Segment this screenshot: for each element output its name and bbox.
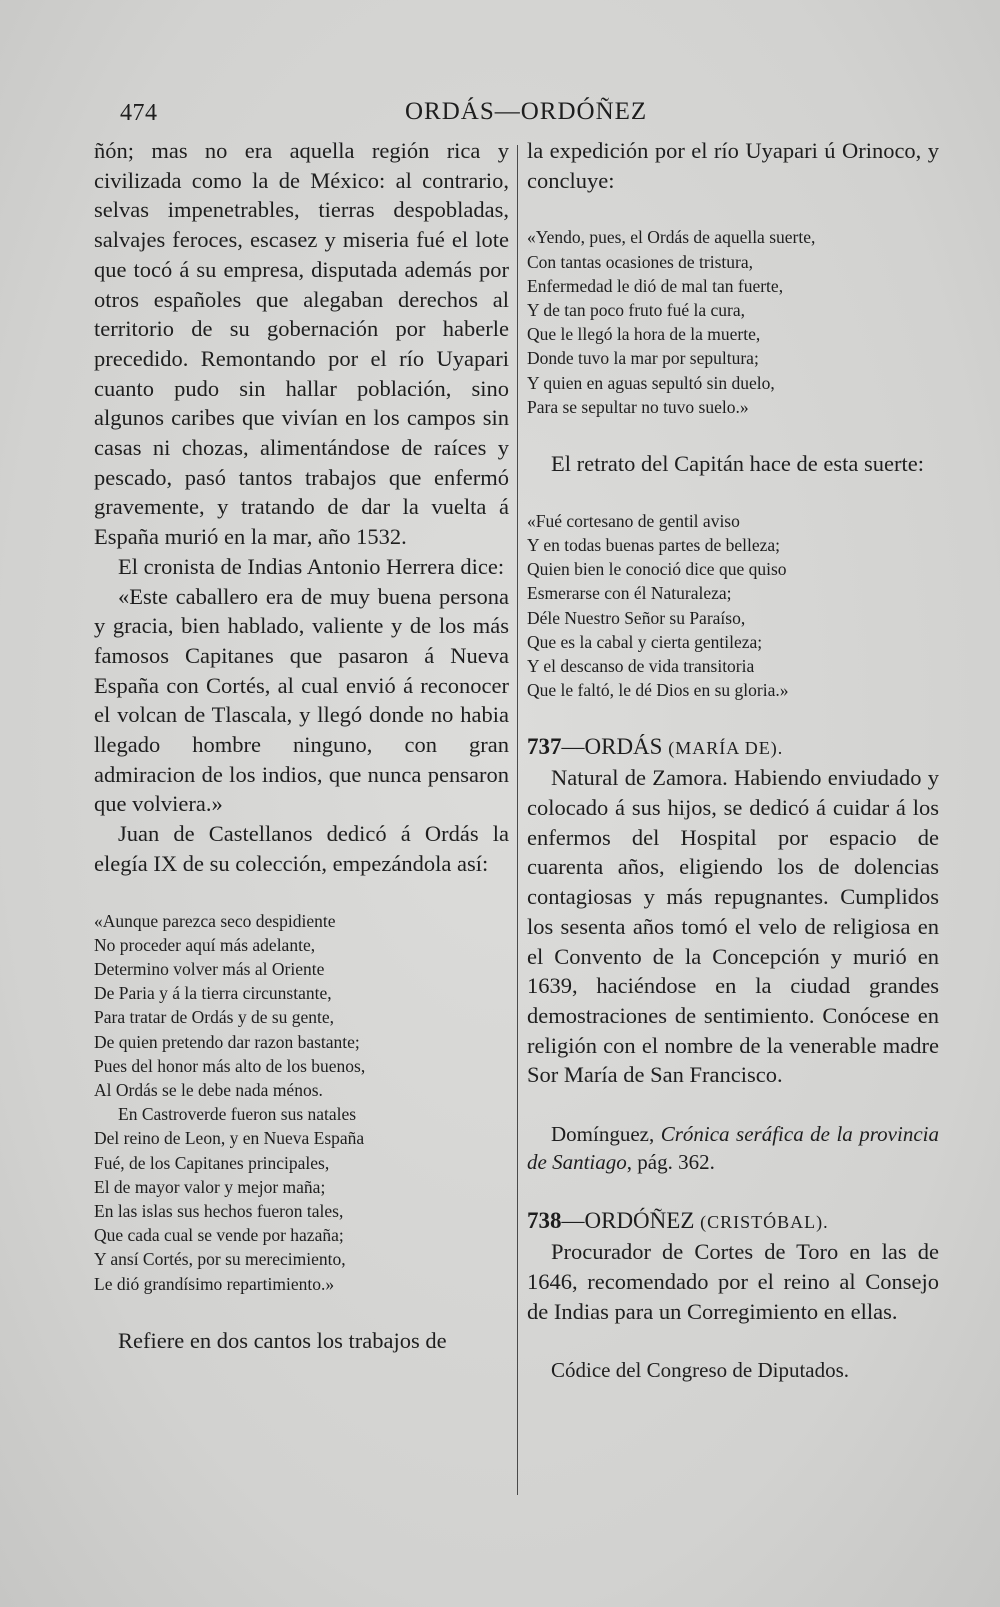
entry-738-source: Códice del Congreso de Diputados. (551, 1358, 850, 1383)
verse-line: Para se sepultar no tuvo suelo.» (527, 396, 749, 417)
left-paragraph-4: Juan de Castellanos dedicó á Ordás la elegía IX de su colección, empezándola así: (94, 821, 509, 876)
entry-given-name: (MARÍA DE). (668, 738, 784, 759)
verse-line: Enfermedad le dió de mal tan fuerte, (527, 275, 784, 296)
verse-line: Y ansí Cortés, por su merecimiento, (94, 1249, 346, 1270)
verse-line: Y de tan poco fruto fué la cura, (527, 300, 746, 321)
entry-number: 737 (527, 734, 562, 760)
right-paragraph-1: la expedición por el río Uyapari ú Orinoco, y concluye: (527, 138, 939, 193)
entry-737-text: Natural de Zamora. Habiendo enviudado y colocado á sus hijos, se dedicó á cuidar á los enfermos del Hospital por espacio de cuarenta años, eligiendo los de dolencias contagiosas y más repugnantes. Cumplidos los sesenta años tomó el velo de religiosa en el Convento de la Concepción y murió en 1639, haciéndose en la ciudad grandes demostraciones de sentimiento. Conócese en religión con el nombre de la venerable madre Sor María de San Francisco. (527, 765, 939, 1088)
left-paragraph-1: ñón; mas no era aquella región rica y civilizada como la de México: al contrario, selvas impenetrables, tierras despobladas, salvajes feroces, escasez y miseria fué el lote que tocó á su empresa, disputada además por otros españoles que alegaban derechos al territorio de su gobernación por haberle precedido. Remontando por el río Uyapari cuanto pudo sin hallar población, sino algunos caribes que vivían en los campos sin casas ni chozas, alimentándose de raíces y pescado, pasó tantos trabajos que enfermó gravemente, y tratando de dar la vuelta á España murió en la mar, año 1532. (94, 138, 509, 550)
column-rule (517, 145, 518, 1495)
verse-line: Le dió grandísimo repartimiento.» (94, 1273, 335, 1294)
left-paragraph-3: «Este caballero era de muy buena persona y gracia, bien hablado, valiente y de los más famosos Capitanes que pasaron á Nueva España con Cortés, al cual envió á reconocer el volcan de Tlascala, y llegó donde no habia llegado hombre ninguno, con gran admiracion de los indios, que nunca pensaron que volviera.» (94, 583, 509, 817)
verse-line: Fué, de los Capitanes principales, (94, 1152, 330, 1173)
entry-738-text: Procurador de Cortes de Toro en las de 1646, recomendado por el reino al Consejo de Indias para un Corregimiento en ellas. (527, 1239, 939, 1324)
left-column (94, 136, 509, 1356)
verse-line: Que es la cabal y cierta gentileza; (527, 631, 763, 652)
castellanos-verse (94, 909, 509, 1296)
portrait-verse (527, 509, 939, 703)
verse-line: Determino volver más al Oriente (94, 958, 325, 979)
source-page: , pág. 362. (626, 1150, 715, 1175)
verse-line: Donde tuvo la mar por sepultura; (527, 348, 759, 369)
verse-line: Para tratar de Ordás y de su gente, (94, 1007, 335, 1028)
verse-line: Y en todas buenas partes de belleza; (527, 534, 780, 555)
verse-line: Quien bien le conoció dice que quiso (527, 559, 787, 580)
verse-line: «Aunque parezca seco despidiente (94, 910, 336, 931)
verse-line: Y quien en aguas sepultó sin duelo, (527, 372, 775, 393)
verse-line: De quien pretendo dar razon bastante; (94, 1031, 360, 1052)
right-column (527, 136, 939, 1384)
entry-number: 738 (527, 1208, 562, 1234)
verse-line: Y el descanso de vida transitoria (527, 655, 755, 676)
entry-given-name: (CRISTÓBAL). (700, 1212, 829, 1233)
verse-line: Al Ordás se le debe nada ménos. (94, 1080, 323, 1100)
source-author: Domínguez, (551, 1122, 661, 1147)
verse-line: Que cada cual se vende por hazaña; (94, 1225, 344, 1246)
entry-738-heading (527, 1206, 939, 1237)
verse-line: No proceder aquí más adelante, (94, 934, 316, 955)
verse-line: «Yendo, pues, el Ordás de aquella suerte, (527, 227, 816, 248)
entry-surname: —ORDÓÑEZ (561, 1208, 695, 1234)
verse-line: De Paria y á la tierra circunstante, (94, 983, 332, 1004)
verse-line: Que le faltó, le dé Dios en su gloria.» (527, 680, 789, 701)
verse-line: El de mayor valor y mejor maña; (94, 1176, 326, 1197)
page-number: 474 (120, 100, 158, 126)
verse-line: Que le llegó la hora de la muerte, (527, 324, 761, 345)
left-paragraph-5: Refiere en dos cantos los trabajos de (118, 1327, 447, 1353)
verse-line: Déle Nuestro Señor su Paraíso, (527, 607, 746, 628)
verse-line: En las islas sus hechos fueron tales, (94, 1201, 344, 1222)
entry-surname: —ORDÁS (561, 734, 663, 760)
verse-line: «Fué cortesano de gentil aviso (527, 510, 740, 531)
verse-line: En Castroverde fueron sus natales (118, 1104, 357, 1125)
verse-line: Esmerarse con él Naturaleza; (527, 583, 732, 604)
source-title: Crónica seráfica de la provincia de Santiago (527, 1122, 939, 1175)
entry-737-source (527, 1120, 939, 1176)
verse-line: Pues del honor más alto de los buenos, (94, 1055, 366, 1076)
left-paragraph-2: El cronista de Indias Antonio Herrera dice: (118, 553, 505, 579)
verse-line: Con tantas ocasiones de tristura, (527, 251, 753, 272)
verse-line: Del reino de Leon, y en Nueva España (94, 1128, 365, 1149)
entry-737-heading (527, 732, 939, 763)
running-head: ORDÁS—ORDÓÑEZ (405, 98, 648, 125)
death-verse (527, 225, 939, 419)
right-paragraph-2: El retrato del Capitán hace de esta suerte: (551, 451, 924, 477)
